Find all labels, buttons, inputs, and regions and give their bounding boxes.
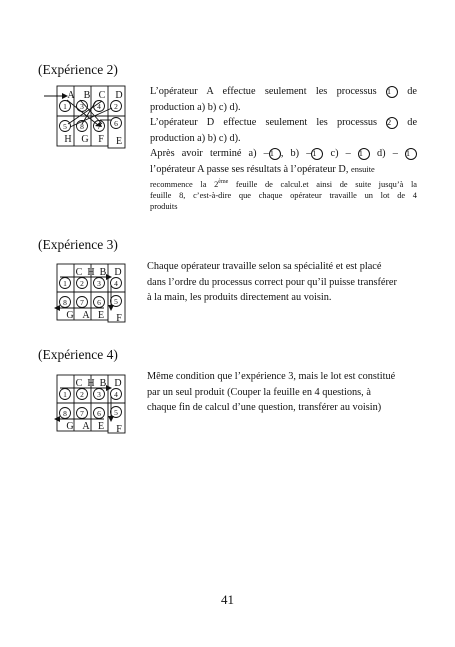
circled-number: 1 bbox=[311, 148, 323, 160]
exp2-top-letter: C bbox=[98, 90, 106, 101]
exp3-circle-label: 3 bbox=[97, 279, 101, 288]
exp2-text: de bbox=[407, 86, 417, 97]
exp2-text: l’opérateur A passe ses résultats à l’opérateur D, bbox=[150, 163, 349, 175]
exp2-circle-label: 3 bbox=[80, 102, 84, 111]
circled-number: 1 bbox=[358, 148, 370, 160]
exp4-line: Même condition que l’expérience 3, mais le lot est constitué bbox=[147, 371, 396, 382]
exp3-top-letter: D bbox=[114, 267, 122, 278]
exp2-circle-label: 8 bbox=[80, 122, 84, 131]
exp3-bottom-letter: G bbox=[66, 310, 74, 321]
exp2-text: , b) – bbox=[280, 148, 312, 159]
exp2-circle-label: 7 bbox=[97, 122, 101, 131]
exp3-circle-label: 6 bbox=[97, 298, 101, 307]
exp4-heading: (Expérience 4) bbox=[38, 347, 118, 362]
exp4-circle-label: 8 bbox=[63, 409, 67, 418]
circled-number: 1 bbox=[405, 148, 417, 160]
exp4-circle-label: 5 bbox=[114, 408, 118, 417]
exp4-corner-letter: F bbox=[116, 424, 122, 435]
exp2-bottom-letter: G bbox=[81, 134, 89, 145]
exp2-top-letter: D bbox=[115, 90, 123, 101]
exp3-top-letter: C bbox=[75, 267, 83, 278]
exp2-text: c) – bbox=[330, 148, 351, 159]
exp2-circle-label: 6 bbox=[114, 119, 118, 128]
exp4-circle-label: 2 bbox=[80, 390, 84, 399]
exp4-circle-label: 4 bbox=[114, 390, 118, 399]
exp2-text: d) – bbox=[377, 148, 398, 159]
exp2-text: ème bbox=[218, 179, 229, 185]
exp2-bottom-letter: F bbox=[98, 134, 104, 145]
circled-number: 2 bbox=[386, 117, 398, 129]
exp3-corner-letter: F bbox=[116, 313, 122, 324]
exp2-text: feuille de calcul.et ainsi de suite jusqu’à la bbox=[235, 179, 418, 189]
exp3-line: dans l’ordre du processus correct pour qu’il puisse transférer bbox=[147, 276, 397, 288]
exp2-text: L’opérateur A effectue seulement les processus bbox=[150, 86, 377, 97]
page-number: 41 bbox=[221, 592, 234, 607]
exp4-bottom-letter: G bbox=[66, 421, 74, 432]
exp2-corner-letter: E bbox=[115, 136, 123, 147]
circled-number: 1 bbox=[269, 148, 281, 160]
exp4-top-letter: D bbox=[114, 378, 122, 389]
exp2-circle-label: 2 bbox=[114, 102, 118, 111]
exp2-text: ensuite bbox=[351, 164, 375, 174]
exp2-text: production a) b) c) d). bbox=[150, 101, 241, 113]
exp4-bottom-letter: A bbox=[82, 421, 90, 432]
circled-number: 1 bbox=[386, 86, 398, 98]
exp2-text: L’opérateur D effectue seulement les processus bbox=[150, 117, 377, 128]
exp2-text: recommence la 2 bbox=[150, 179, 219, 189]
exp2-bottom-letter: H bbox=[64, 134, 72, 145]
exp4-circle-label: 7 bbox=[80, 409, 84, 418]
exp3-circle-label: 7 bbox=[80, 298, 84, 307]
exp2-text: Après avoir terminé a) – bbox=[150, 148, 269, 159]
exp3-circle-label: 4 bbox=[114, 279, 118, 288]
exp2-diagram bbox=[40, 84, 130, 150]
exp3-circle-label: 2 bbox=[80, 279, 84, 288]
exp2-circle-label: 4 bbox=[97, 102, 101, 111]
exp3-description bbox=[147, 259, 417, 306]
exp4-description bbox=[147, 369, 417, 416]
exp4-circle-label: 6 bbox=[97, 409, 101, 418]
exp2-heading: (Expérience 2) bbox=[38, 62, 118, 77]
exp3-top-letter: B bbox=[99, 267, 107, 278]
exp2-circle-label: 1 bbox=[63, 102, 67, 111]
exp3-circle-label: 5 bbox=[114, 297, 118, 306]
exp3-line: Chaque opérateur travaille selon sa spécialité et est placé bbox=[147, 261, 382, 272]
exp4-top-letter: B bbox=[99, 378, 107, 389]
exp2-text: de bbox=[407, 117, 418, 128]
exp3-heading: (Expérience 3) bbox=[38, 237, 118, 252]
exp4-circle-label: 1 bbox=[63, 390, 67, 399]
exp2-circle-label: 5 bbox=[63, 122, 67, 131]
exp3-top-letter: H bbox=[87, 267, 95, 278]
exp2-text: feuille 8, c’est-à-dire que chaque opérateur travaille un lot de 4 bbox=[150, 190, 417, 200]
exp4-bottom-letter: E bbox=[97, 421, 105, 432]
exp2-top-letter: B bbox=[83, 90, 91, 101]
exp3-diagram bbox=[40, 262, 130, 324]
exp2-text: production a) b) c) d). bbox=[150, 132, 241, 144]
exp2-text: produits bbox=[150, 201, 178, 211]
exp4-top-letter: C bbox=[75, 378, 83, 389]
exp3-bottom-letter: A bbox=[82, 310, 90, 321]
exp3-bottom-letter: E bbox=[97, 310, 105, 321]
exp2-description bbox=[150, 84, 417, 212]
exp3-line: à la main, les produits directement au voisin. bbox=[147, 292, 332, 303]
exp4-line: chaque fin de calcul d’une question, transférer au voisin) bbox=[147, 402, 382, 413]
exp4-circle-label: 3 bbox=[97, 390, 101, 399]
exp3-circle-label: 8 bbox=[63, 298, 67, 307]
exp4-top-letter: H bbox=[87, 378, 95, 389]
exp2-top-letter: A bbox=[67, 90, 75, 101]
exp4-line: par un seul produit (Couper la feuille en 4 questions, à bbox=[147, 386, 371, 398]
exp3-circle-label: 1 bbox=[63, 279, 67, 288]
exp4-diagram bbox=[40, 373, 130, 435]
